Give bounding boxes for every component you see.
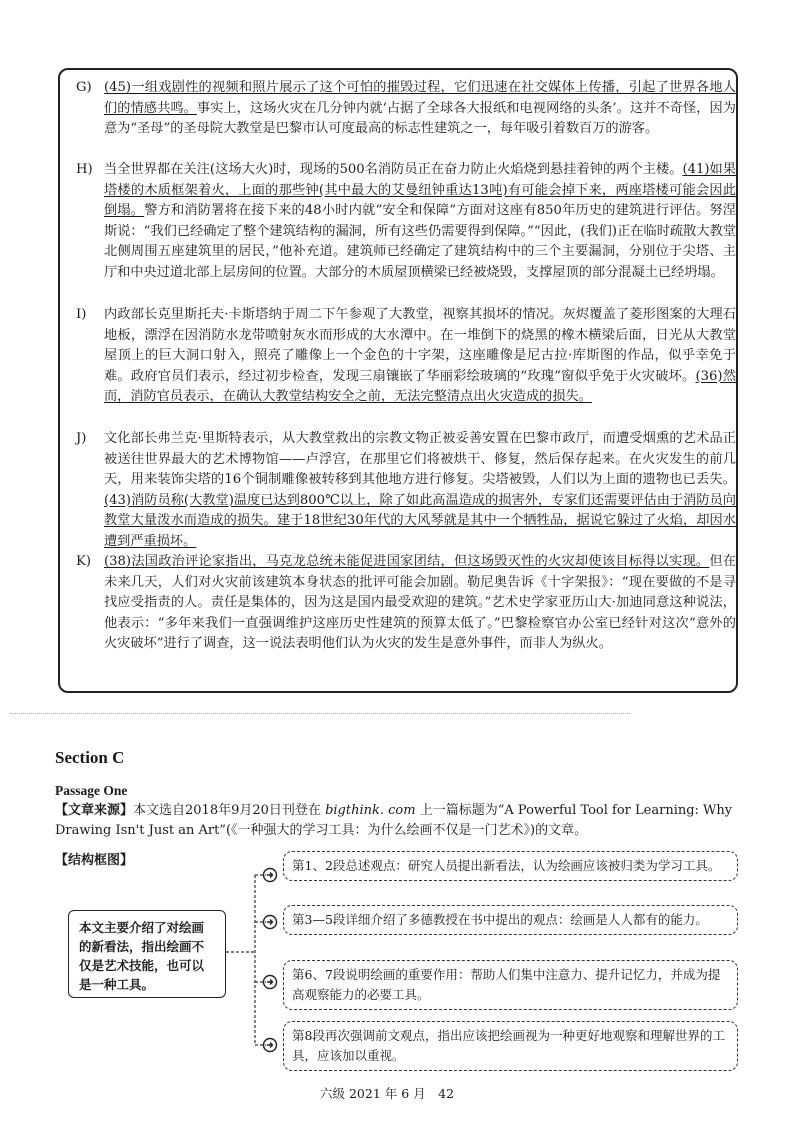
paragraph-label: G) [76, 80, 92, 95]
paragraph-segment: 文化部长弗兰克·里斯特表示，从大教堂救出的宗教文物正被妥善安置在巴黎市政厅，而遭受烟熏的艺术品正被送往世界最大的艺术博物馆——卢浮宫，在那里它们将被烘干、修复，然后保存起来。在火灾发生的前几天，用来装饰尖塔的16个铜制雕像被转移到其他地方进行修复。尖塔被毁，人们以为上面的遗物也已丢失。 [104, 431, 736, 487]
paragraph-label: H) [76, 162, 93, 177]
source-heading: 【文章来源】 [55, 803, 134, 818]
paragraph-segment: 当全世界都在关注(这场大火)时，现场的500名消防员正在奋力防止火焰烧到悬挂着钟的两个主楼。 [104, 162, 683, 177]
structure-node-3: 第6、7段说明绘画的重要作用：帮助人们集中注意力、提升记忆力，并成为提高观察能力的必要工具。 [283, 960, 738, 1010]
source-text-post: 上一篇标题为“A Powerful Tool for Learning: Why Drawing Isn't Just an Art”(《一种强大的学习工具：为什么绘画不仅是一门艺术》)的文章。 [55, 803, 733, 838]
arrow-circle-icon [262, 914, 278, 930]
structure-heading: 【结构框图】 [55, 853, 134, 868]
paragraph-segment: 但在未来几天，人们对火灾前该建筑本身状态的批评可能会加剧。勒尼奥告诉《十字架报》：“现在要做的不是寻找应受指责的人。责任是集体的，因为这是国内最受欢迎的建筑。”艺术史学家亚历山大·加迪同意这种说法，他表示：“多年来我们一直强调维护这座历史性建筑的预算太低了。”巴黎检察官办公室已经针对这次“意外的火灾破坏”进行了调查，这一说法表明他们认为火灾的发生是意外事件，而非人为纵火。 [104, 554, 736, 651]
underlined-answer-text: (41)如果塔楼的木质框架着火，上面的那些钟(其中最大的艾曼纽钟重达13吨)有可能会掉下来，两座塔楼可能会因此倒塌。 [104, 162, 736, 218]
page-footer: 六级 2021 年 6 月 42 [320, 1086, 455, 1101]
arrow-circle-icon [262, 974, 278, 990]
structure-node-1: 第1、2段总述观点：研究人员提出新看法，认为绘画应该被归类为学习工具。 [283, 851, 738, 881]
paragraph-segment: 警方和消防署将在接下来的48小时内就“安全和保障”方面对这座有850年历史的建筑进行评估。努涅斯说：“我们已经确定了整个建筑结构的漏洞，所有这些仍需要得到保障。”“因此，(我们)正在临时疏散大教堂北侧周围五座建筑里的居民，”他补充道。建筑师已经确定了建筑结构中的三个主要漏洞，分别位于尖塔、主厅和中央过道北部上层房间的位置。大部分的木质屋顶横梁已经被烧毁，支撑屋顶的部分混凝土已经坍塌。 [104, 203, 736, 280]
paragraph-label: K) [76, 554, 91, 569]
underlined-answer-text: (38)法国政治评论家指出，马克龙总统未能促进国家团结，但这场毁灭性的火灾却使该目标得以实现。 [104, 554, 710, 569]
paragraph-segment: 事实上，这场火灾在几分钟内就‘占据了全球各大报纸和电视网络的头条’。这并不奇怪，因为意为“圣母”的圣母院大教堂是巴黎市认可度最高的标志性建筑之一，每年吸引着数百万的游客。 [104, 100, 736, 136]
section-title: Section C [55, 748, 125, 767]
source-text-pre: 本文选自2018年9月20日刊登在 [133, 803, 321, 818]
summary-box: 本文主要介绍了对绘画的新看法，指出绘画不仅是艺术技能，也可以是一种工具。 [68, 910, 226, 998]
passage-title: Passage One [55, 783, 128, 798]
underlined-answer-text: (45)一组戏剧性的视频和照片展示了这个可怕的摧毁过程，它们迅速在社交媒体上传播，引起了世界各地人们的情感共鸣。 [104, 80, 736, 116]
underlined-answer-text: (43)消防员称(大教堂)温度已达到800℃以上，除了如此高温造成的损害外，专家们还需要评估由于消防员向教堂大量泼水而造成的损失。建于18世纪30年代的大风琴就是其中一个牺牲品，据说它躲过了火焰，却因水遭到严重损坏。 [104, 492, 736, 549]
paragraph-segment: 内政部长克里斯托夫·卡斯塔纳于周二下午参观了大教堂，视察其损坏的情况。灰烬覆盖了菱形图案的大理石地板，漂浮在因消防水龙带喷射灰水而形成的大水潭中。在一堆倒下的烧黑的橡木横梁后面，日光从大教堂屋顶上的巨大洞口射入，照亮了雕像上一个金色的十字架，这座雕像是尼古拉·库斯图的作品，似乎幸免于难。政府官员们表示，经过初步检查，发现三扇镶嵌了华丽彩绘玻璃的“玫瑰”窗似乎免于火灾破坏。 [104, 307, 736, 384]
paragraph-label: J) [76, 431, 87, 446]
paragraph-label: I) [76, 307, 87, 322]
underlined-answer-text: (36)然而，消防官员表示，在确认大教堂结构安全之前，无法完整清点出火灾造成的损失。 [104, 368, 737, 404]
arrow-circle-icon [262, 1037, 278, 1053]
structure-node-4: 第8段再次强调前文观点，指出应该把绘画视为一种更好地观察和理解世界的工具，应该加以重视。 [283, 1021, 738, 1071]
source-site: bigthink. com [325, 803, 416, 818]
arrow-circle-icon [262, 867, 278, 883]
structure-node-2: 第3—5段详细介绍了多德教授在书中提出的观点：绘画是人人都有的能力。 [283, 905, 738, 935]
